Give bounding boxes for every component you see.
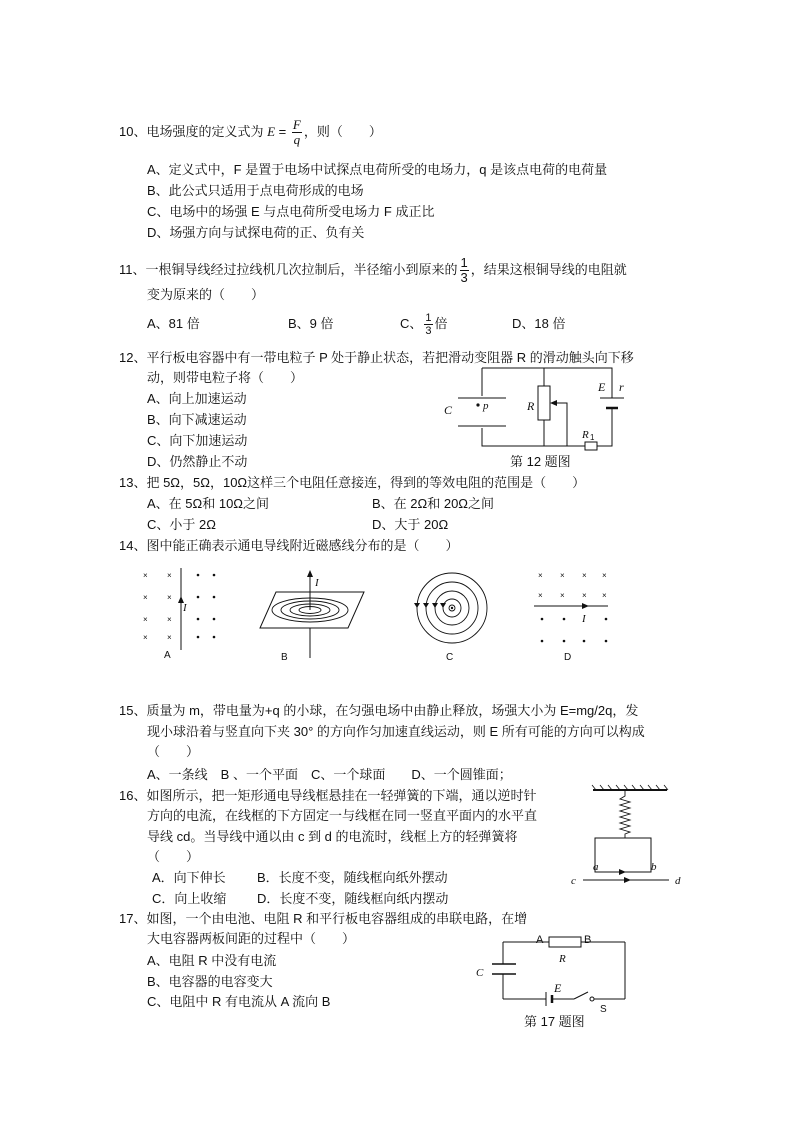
q12-label-c: C	[444, 403, 453, 417]
svg-text:×: ×	[538, 571, 543, 580]
q16-option-b: B．长度不变，随线框向纸外摆动	[257, 870, 448, 885]
svg-text:×: ×	[143, 615, 148, 624]
q10-stem	[119, 112, 382, 152]
q14-label-c: C	[446, 652, 454, 663]
svg-text:×: ×	[602, 591, 607, 600]
svg-text:×: ×	[143, 593, 148, 602]
q16-stem-line2: 方向的电流，在线框的下方固定一与线框在同一竖直平面内的水平直	[147, 808, 538, 823]
q14-stem: 14、图中能正确表示通电导线附近磁感线分布的是（ ）	[119, 538, 459, 553]
q16-option-a: A．向下伸长	[152, 870, 226, 885]
q11-option-c	[400, 310, 448, 338]
svg-text:×: ×	[582, 591, 587, 600]
svg-text:×: ×	[582, 571, 587, 580]
q11-stem	[119, 250, 627, 290]
q16-label-b: b	[651, 861, 657, 873]
q16-label-d: d	[675, 875, 681, 887]
q15-stem-line1: 15、质量为 m，带电量为+q 的小球，在匀强电场中由静止释放，场强大小为 E=mg/2q，发	[119, 703, 639, 718]
q11-fraction	[460, 256, 469, 285]
q14-figure-b	[252, 568, 372, 664]
q14-figure-a	[140, 568, 220, 664]
q10-formula-den: q	[293, 132, 301, 148]
q11-option-c-suffix: 倍	[434, 316, 448, 331]
q17-option-b: B、电容器的电容变大	[147, 974, 273, 989]
q12-option-a: A、向上加速运动	[147, 391, 247, 406]
q14-label-b: B	[281, 652, 288, 663]
q17-label-e: E	[554, 981, 562, 995]
q14-figure-c	[412, 568, 492, 664]
q12-stem-line2: 动，则带电粒子将（ ）	[147, 370, 304, 385]
svg-text:×: ×	[167, 593, 172, 602]
q10-option-d: D、场强方向与试探电荷的正、负有关	[147, 225, 365, 240]
q14-a-current-label: I	[183, 602, 187, 614]
q10-option-c: C、电场中的场强 E 与点电荷所受电场力 F 成正比	[147, 204, 435, 219]
q11-frac-den: 3	[460, 270, 468, 286]
q16-stem-line1: 16、如图所示，把一矩形通电导线框悬挂在一轻弹簧的下端，通以逆时针	[119, 788, 537, 803]
q17-option-a: A、电阻 R 中没有电流	[147, 953, 277, 968]
svg-text:×: ×	[560, 591, 565, 600]
q12-label-e: E	[598, 380, 606, 394]
q10-formula-fraction	[292, 118, 302, 147]
q12-circuit-diagram	[430, 360, 640, 475]
svg-text:×: ×	[167, 633, 172, 642]
q17-label-r: R	[559, 953, 566, 965]
q17-figure-caption: 第 17 题图	[524, 1014, 585, 1029]
q11-frac-num: 1	[460, 255, 468, 271]
q16-label-a: a	[593, 861, 599, 873]
q10-option-a: A、定义式中，F 是置于电场中试探点电荷所受的电场力，q 是该点电荷的电荷量	[147, 162, 608, 177]
q17-circuit-diagram	[470, 928, 635, 1033]
q13-option-a: A、在 5Ω和 10Ω之间	[147, 496, 270, 511]
q17-label-c: C	[476, 967, 484, 979]
q15-options: A、一条线 B 、一个平面 C、一个球面 D、一个圆锥面；	[147, 767, 512, 782]
q14-label-a: A	[164, 650, 171, 661]
q12-option-b: B、向下减速运动	[147, 412, 247, 427]
q16-spring-frame-diagram	[565, 784, 690, 890]
q12-label-r1-sub: 1	[590, 433, 595, 442]
q11-stem-tail: ，结果这根铜导线的电阻就	[470, 262, 627, 277]
svg-text:×: ×	[602, 571, 607, 580]
q13-option-d: D、大于 20Ω	[372, 517, 449, 532]
svg-text:×: ×	[143, 633, 148, 642]
q11-option-b: B、9 倍	[288, 316, 334, 331]
q17-stem-line2: 大电容器两板间距的过程中（ ）	[147, 931, 356, 946]
q14-label-d: D	[564, 652, 572, 663]
q13-option-b: B、在 2Ω和 20Ω之间	[372, 496, 495, 511]
q15-stem-line2: 现小球沿着与竖直向下夹 30° 的方向作匀加速直线运动，则 E 所有可能的方向可以构成	[147, 724, 645, 739]
q17-option-c: C、电阻中 R 有电流从 A 流向 B	[147, 994, 331, 1009]
q11-option-c-num: 1	[425, 312, 432, 325]
svg-text:×: ×	[538, 591, 543, 600]
q10-formula-eq: =	[275, 124, 290, 139]
q11-stem-line2: 变为原来的（ ）	[147, 287, 265, 302]
q10-stem-text: 10、电场强度的定义式为	[119, 124, 268, 139]
q12-label-r: R	[527, 399, 535, 413]
q11-stem-text: 11、一根铜导线经过拉线机几次拉制后，半径缩小到原来的	[119, 262, 458, 277]
q11-option-c-den: 3	[425, 325, 432, 338]
q12-option-d: D、仍然静止不动	[147, 454, 248, 469]
q16-option-d: D．长度不变，随线框向纸内摆动	[257, 891, 449, 906]
svg-text:×: ×	[560, 571, 565, 580]
q14-b-current-label: I	[315, 577, 319, 589]
q14-figure-d	[532, 568, 622, 664]
q17-label-s: S	[600, 1004, 607, 1015]
q12-figure-caption: 第 12 题图	[510, 454, 571, 469]
q17-stem-line1: 17、如图，一个由电池、电阻 R 和平行板电容器组成的串联电路，在增	[119, 911, 528, 926]
q12-option-c: C、向下加速运动	[147, 433, 248, 448]
q14-d-current-label: I	[582, 613, 586, 625]
q10-option-b: B、此公式只适用于点电荷形成的电场	[147, 183, 364, 198]
svg-text:×: ×	[167, 615, 172, 624]
q16-stem-line4: （ ）	[147, 849, 200, 864]
q13-stem: 13、把 5Ω，5Ω，10Ω这样三个电阻任意接连，得到的等效电阻的范围是（ ）	[119, 475, 586, 490]
q12-stem-line1: 12、平行板电容器中有一带电粒子 P 处于静止状态，若把滑动变阻器 R 的滑动触头向下移	[119, 350, 634, 365]
q16-stem-line3: 导线 cd。当导线中通以由 c 到 d 的电流时，线框上方的轻弹簧将	[147, 829, 518, 844]
q11-option-c-prefix: C、	[400, 316, 423, 331]
q12-label-internal-r: r	[619, 380, 624, 394]
q11-option-c-fraction	[424, 312, 432, 337]
svg-text:×: ×	[143, 571, 148, 580]
q13-option-c: C、小于 2Ω	[147, 517, 216, 532]
q17-label-b: B	[584, 934, 592, 946]
q12-label-r1: R	[582, 429, 589, 441]
q10-formula-lhs: E	[267, 124, 276, 139]
q15-stem-line3: （ ）	[147, 744, 200, 759]
svg-text:×: ×	[167, 571, 172, 580]
q16-label-c: c	[571, 875, 576, 887]
q10-stem-tail: ，则（ ）	[303, 124, 382, 139]
q12-label-p: p	[483, 400, 489, 412]
q17-label-a: A	[536, 934, 544, 946]
q16-option-c: C．向上收缩	[152, 891, 227, 906]
q11-option-d: D、18 倍	[512, 316, 566, 331]
q10-formula-num: F	[292, 117, 301, 133]
q11-option-a: A、81 倍	[147, 316, 200, 331]
